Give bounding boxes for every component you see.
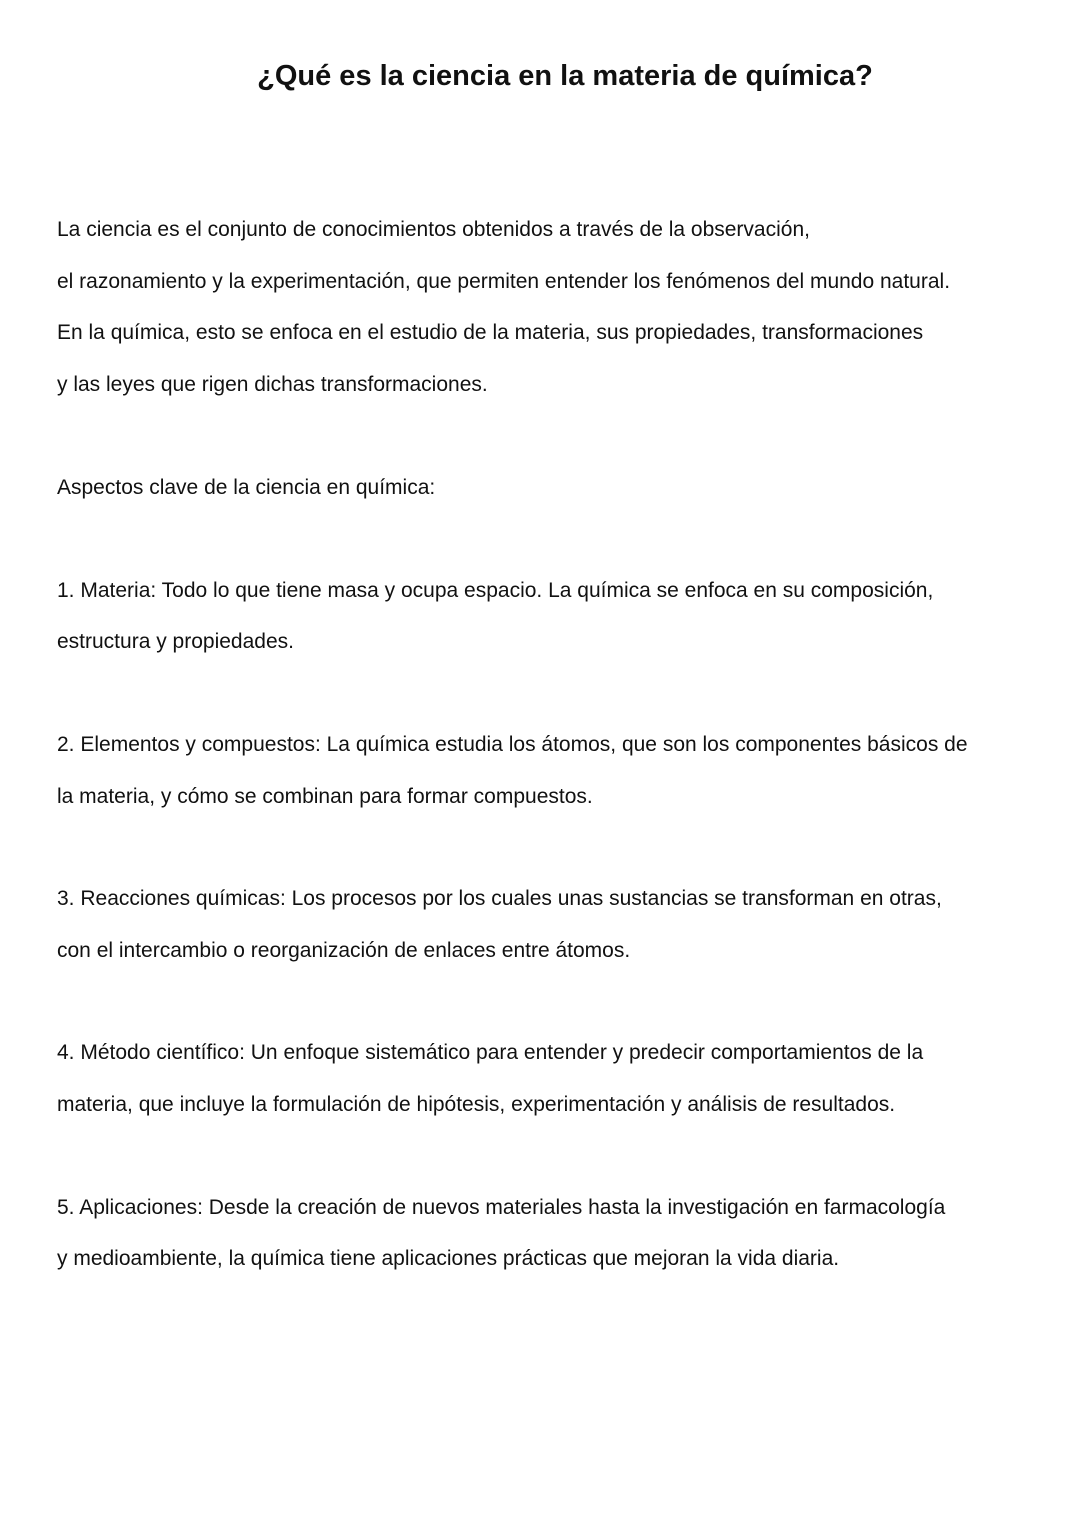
intro-line: y las leyes que rigen dichas transformaciones. (57, 373, 488, 396)
aspect-item-line: y medioambiente, la química tiene aplicaciones prácticas que mejoran la vida diaria. (57, 1247, 840, 1270)
aspect-item-line: 1. Materia: Todo lo que tiene masa y ocupa espacio. La química se enfoca en su composición, (57, 579, 934, 602)
aspects-heading: Aspectos clave de la ciencia en química: (57, 476, 436, 499)
aspect-item-line: 2. Elementos y compuestos: La química estudia los átomos, que son los componentes básicos de (57, 733, 968, 756)
aspect-item-line: 5. Aplicaciones: Desde la creación de nuevos materiales hasta la investigación en farmacología (57, 1196, 946, 1219)
aspect-item-line: materia, que incluye la formulación de hipótesis, experimentación y análisis de resultados. (57, 1093, 896, 1116)
aspect-item-line: con el intercambio o reorganización de enlaces entre átomos. (57, 939, 631, 962)
intro-line: La ciencia es el conjunto de conocimientos obtenidos a través de la observación, (57, 218, 810, 241)
aspect-item-line: 3. Reacciones químicas: Los procesos por los cuales unas sustancias se transforman en otras, (57, 887, 942, 910)
aspect-item-line: estructura y propiedades. (57, 630, 294, 653)
aspect-item-line: 4. Método científico: Un enfoque sistemático para entender y predecir comportamientos de la (57, 1041, 924, 1064)
document-title: ¿Qué es la ciencia en la materia de química? (257, 60, 873, 92)
intro-line: el razonamiento y la experimentación, que permiten entender los fenómenos del mundo natural. (57, 270, 951, 293)
intro-line: En la química, esto se enfoca en el estudio de la materia, sus propiedades, transformaciones (57, 321, 924, 344)
aspect-item-line: la materia, y cómo se combinan para formar compuestos. (57, 785, 593, 808)
